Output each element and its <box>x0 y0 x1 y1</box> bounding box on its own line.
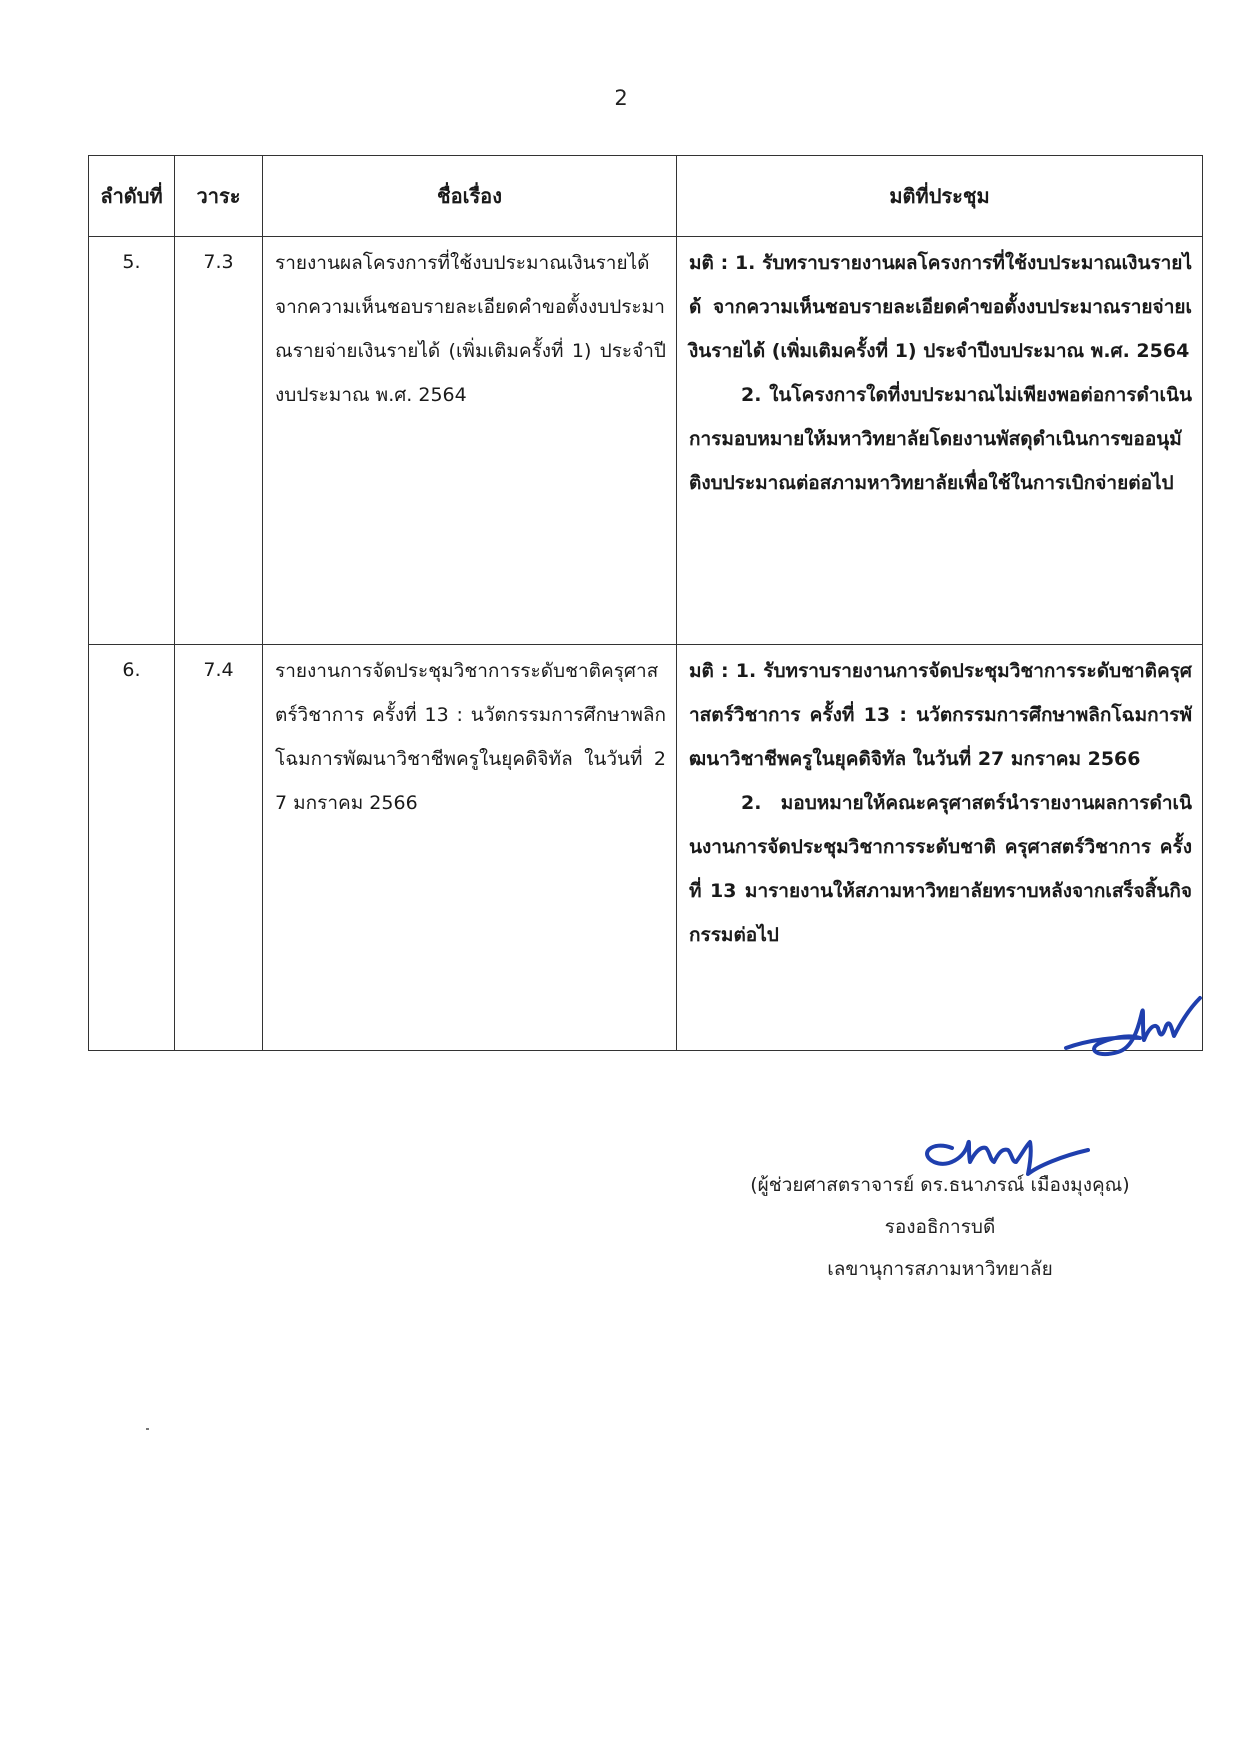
page-number: 2 <box>614 86 628 110</box>
header-no <box>89 156 175 237</box>
signatory-name: (ผู้ช่วยศาสตราจารย์ ดร.ธนาภรณ์ เมืองมุงคุณ) <box>750 1174 1130 1196</box>
table-row <box>89 645 1203 1051</box>
header-no-label: ลำดับที่ <box>100 184 163 208</box>
resolution-item-2: 2. มอบหมายให้คณะครุศาสตร์นำรายงานผลการดำเนินงานการจัดประชุมวิชาการระดับชาติ ครุศาสตร์วิชาการ ครั้งที่ 13 มารายงานให้สภามหาวิทยาลัยทราบหลังจากเสร็จสิ้นกิจกรรมต่อไป <box>689 792 1192 946</box>
minutes-table <box>88 155 1203 1051</box>
row-subject: รายงานการจัดประชุมวิชาการระดับชาติครุศาสตร์วิชาการ ครั้งที่ 13 : นวัตกรรมการศึกษาพลิกโฉมการพัฒนาวิชาชีพครูในยุคดิจิทัล ในวันที่ 27 มกราคม 2566 <box>263 645 677 1051</box>
signatory-position: รองอธิการบดี <box>884 1216 996 1238</box>
header-agenda: วาระ <box>175 156 263 237</box>
header-subject: ชื่อเรื่อง <box>263 156 677 237</box>
header-resolution: มติที่ประชุม <box>677 156 1203 237</box>
initials-signature-icon <box>1058 978 1208 1070</box>
row-subject: รายงานผลโครงการที่ใช้งบประมาณเงินรายได้ จากความเห็นชอบรายละเอียดคำขอตั้งงบประมาณรายจ่ายเงินรายได้ (เพิ่มเติมครั้งที่ 1) ประจำปีงบประมาณ พ.ศ. 2564 <box>263 237 677 645</box>
table-header-row <box>89 156 1203 237</box>
resolution-item-2: 2. ในโครงการใดที่งบประมาณไม่เพียงพอต่อการดำเนินการมอบหมายให้มหาวิทยาลัยโดยงานพัสดุดำเนินการขออนุมัติงบประมาณต่อสภามหาวิทยาลัยเพื่อใช้ในการเบิกจ่ายต่อไป <box>689 384 1192 494</box>
row-agenda: 7.3 <box>175 237 263 645</box>
row-agenda: 7.4 <box>175 645 263 1051</box>
row-no: 5. <box>89 237 175 645</box>
resolution-item-1: มติ : 1. รับทราบรายงานผลโครงการที่ใช้งบประมาณเงินรายได้ จากความเห็นชอบรายละเอียดคำขอตั้งงบประมาณรายจ่ายเงินรายได้ (เพิ่มเติมครั้งที่ 1) ประจำปีงบประมาณ พ.ศ. 2564 <box>689 252 1192 362</box>
row-no: 6. <box>89 645 175 1051</box>
signatory-role: เลขานุการสภามหาวิทยาลัย <box>827 1258 1053 1280</box>
table-row <box>89 237 1203 645</box>
row-resolution <box>677 237 1203 645</box>
resolution-item-1: มติ : 1. รับทราบรายงานการจัดประชุมวิชาการระดับชาติครุศาสตร์วิชาการ ครั้งที่ 13 : นวัตกรรมการศึกษาพลิกโฉมการพัฒนาวิชาชีพครูในยุคดิจิทัล ในวันที่ 27 มกราคม 2566 <box>689 660 1192 770</box>
scan-speck <box>146 1428 149 1430</box>
signature-block <box>660 1164 1220 1290</box>
